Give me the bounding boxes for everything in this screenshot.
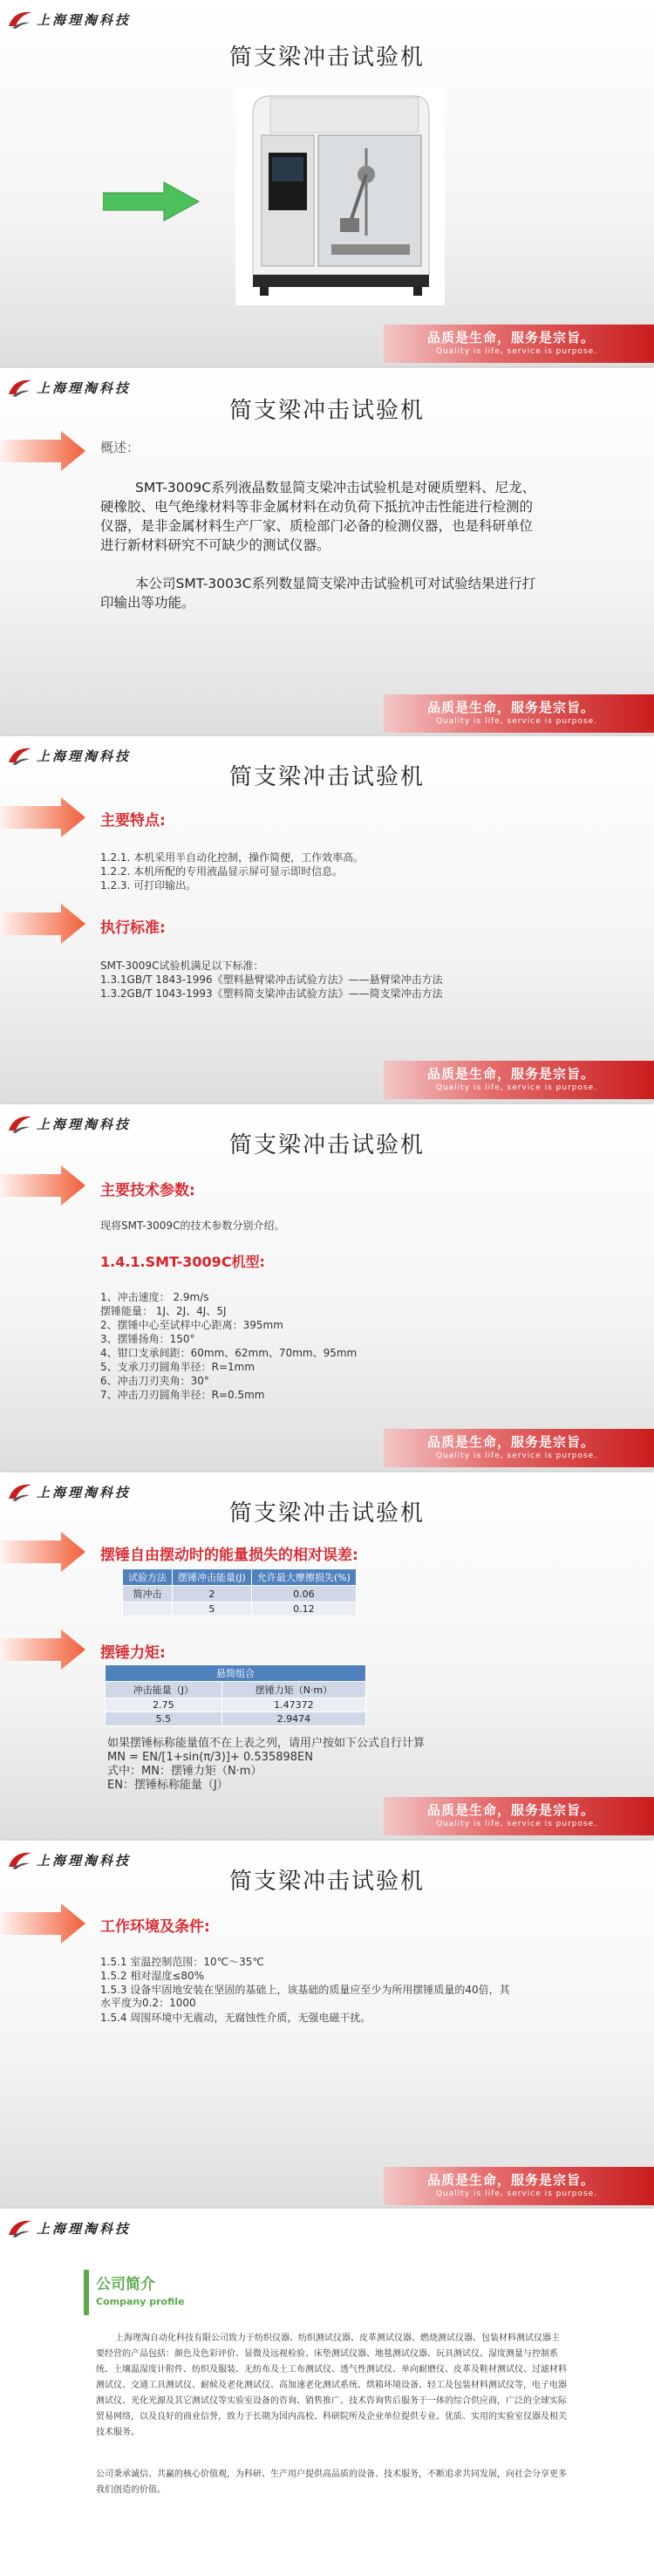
param-7: 6、冲击刀刃夹角：30° xyxy=(100,1375,209,1387)
feature-item-3: 1.2.3. 可打印输出。 xyxy=(100,879,197,892)
table-cell: 2.75 xyxy=(106,1698,222,1712)
tech-params-intro: 现将SMT-3009C的技术参数分别介绍。 xyxy=(100,1220,285,1232)
red-arrow-icon xyxy=(0,431,87,471)
model-heading: 1.4.1.SMT-3009C机型: xyxy=(100,1254,265,1270)
env-item-2: 1.5.2 相对湿度≤80% xyxy=(100,1970,205,1982)
logo-text: 上海理淘科技 xyxy=(37,748,132,764)
table-cell: 0.12 xyxy=(251,1602,356,1616)
company-profile-title: 公司简介 xyxy=(96,2276,155,2293)
footer-slogan-bar xyxy=(384,325,654,363)
formula-line-4: EN：摆锤标称能量（J） xyxy=(107,1779,228,1792)
slide-5 xyxy=(0,1472,654,1839)
standard-item-2: 1.3.2GB/T 1043-1993《塑料简支梁冲击试验方法》——简支梁冲击方法 xyxy=(100,987,443,1000)
footer-slogan-bar xyxy=(384,1797,654,1835)
overview-paragraph-1: SMT-3009C系列液晶数显简支梁冲击试验机是对硬质塑料、尼龙、硬橡胶、电气绝缘材料等非金属材料在动负荷下抵抗冲击性能进行检测的仪器，是非金属材料生产厂家、质检部门必备的检测仪器，也是科研单位进行新材料研究不可缺少的测试仪器。 xyxy=(100,480,536,553)
impact-tester-photo xyxy=(235,87,445,305)
slide-7 xyxy=(0,2209,654,2576)
formula-line-1: 如果摆锤标称能量值不在上表之列，请用户按如下公式自行计算 xyxy=(107,1737,426,1750)
logo-mark-icon xyxy=(7,2217,33,2238)
features-heading: 主要特点: xyxy=(100,812,166,830)
energy-loss-heading: 摆锤自由摆动时的能量损失的相对误差: xyxy=(100,1547,358,1564)
energy-loss-table xyxy=(122,1568,357,1616)
table-cell: 摆锤力矩（N·m） xyxy=(221,1682,365,1698)
red-arrow-icon xyxy=(0,1630,87,1670)
logo-text: 上海理淘科技 xyxy=(37,2220,132,2237)
formula-line-2: MN = EN/[1+sin(π/3)]+ 0.535898EN xyxy=(107,1751,313,1764)
table-cell: 2 xyxy=(173,1586,252,1602)
tech-params-heading: 主要技术参数: xyxy=(100,1182,195,1199)
table-cell xyxy=(123,1602,173,1616)
table-header: 允许最大摩擦损失(%) xyxy=(251,1569,356,1586)
standards-heading: 执行标准: xyxy=(100,919,166,937)
footer-slogan-en: Quality is life, service is purpose. xyxy=(436,2190,598,2198)
table-header: 摆锤冲击能量(J) xyxy=(173,1569,252,1586)
overview-label: 概述： xyxy=(100,440,140,455)
footer-slogan-cn: 品质是生命，服务是宗旨。 xyxy=(427,330,596,345)
footer-slogan-bar xyxy=(384,1061,654,1099)
footer-slogan-en: Quality is life, service is purpose. xyxy=(436,1083,598,1092)
overview-paragraph-2: 本公司SMT-3003C系列数显简支梁冲击试验机可对试验结果进行打印输出等功能。 xyxy=(100,576,536,611)
param-4: 3、摆锤扬角：150° xyxy=(100,1333,195,1345)
footer-slogan-en: Quality is life, service is purpose. xyxy=(436,717,598,726)
footer-slogan-bar xyxy=(384,2167,654,2205)
env-item-3: 1.5.3 设备牢固地安装在坚固的基础上，该基础的质量应至少为所用摆锤质量的40倍，其水平度为0.2：1000 xyxy=(100,1984,510,2009)
param-3: 2、摆锤中心至试样中心距离：395mm xyxy=(100,1319,283,1331)
footer-slogan-cn: 品质是生命，服务是宗旨。 xyxy=(427,2172,596,2188)
page-title: 简支梁冲击试验机 xyxy=(228,1132,425,1158)
footer-slogan-cn: 品质是生命，服务是宗旨。 xyxy=(427,1434,596,1450)
green-arrow-icon xyxy=(103,181,201,222)
logo-text: 上海理淘科技 xyxy=(37,379,132,396)
red-arrow-icon xyxy=(0,1165,87,1206)
param-5: 4、钳口支承间距：60mm、62mm、70mm、95mm xyxy=(100,1347,358,1359)
formula-line-3: 式中：MN：摆锤力矩（N·m） xyxy=(107,1765,262,1778)
page-title: 简支梁冲击试验机 xyxy=(228,398,425,424)
environment-heading: 工作环境及条件: xyxy=(100,1918,210,1936)
footer-slogan-bar xyxy=(384,1429,654,1467)
table-cell: 2.9474 xyxy=(221,1712,365,1726)
slide-3 xyxy=(0,736,654,1103)
footer-slogan-bar xyxy=(384,694,654,733)
feature-item-2: 1.2.2. 本机所配的专用液晶显示屏可显示即时信息。 xyxy=(100,865,344,878)
feature-item-1: 1.2.1. 本机采用半自动化控制，操作简便，工作效率高。 xyxy=(100,851,364,864)
slide-1 xyxy=(0,0,654,366)
footer-slogan-cn: 品质是生命，服务是宗旨。 xyxy=(427,700,596,715)
table-cell: 5 xyxy=(173,1602,252,1616)
env-item-1: 1.5.1 室温控制范围：10℃～35℃ xyxy=(100,1956,264,1968)
red-arrow-icon xyxy=(0,904,87,944)
red-arrow-icon xyxy=(0,1903,87,1944)
footer-slogan-cn: 品质是生命，服务是宗旨。 xyxy=(427,1802,596,1818)
param-8: 7、冲击刀刃圆角半径：R=0.5mm xyxy=(100,1389,265,1401)
footer-slogan-en: Quality is life, service is purpose. xyxy=(436,1820,598,1828)
page-title: 简支梁冲击试验机 xyxy=(228,764,425,790)
logo-text: 上海理淘科技 xyxy=(37,1852,132,1869)
footer-slogan-cn: 品质是生命，服务是宗旨。 xyxy=(427,1066,596,1082)
company-profile-accent-bar xyxy=(84,2270,89,2315)
company-logo xyxy=(7,2216,131,2240)
logo-text: 上海理淘科技 xyxy=(37,11,132,28)
standard-item-1: 1.3.1GB/T 1843-1996《塑料悬臂梁冲击试验方法》——悬臂梁冲击方法 xyxy=(100,974,443,986)
env-item-4: 1.5.4 周围环境中无震动，无腐蚀性介质，无强电磁干扰。 xyxy=(100,2012,371,2024)
company-logo xyxy=(7,7,131,31)
table-cell: 简冲击 xyxy=(123,1586,173,1602)
torque-table xyxy=(105,1664,366,1726)
table-cell: 0.06 xyxy=(251,1586,356,1602)
slide-2 xyxy=(0,368,654,735)
standards-intro: SMT-3009C试验机满足以下标准： xyxy=(100,960,264,972)
logo-text: 上海理淘科技 xyxy=(37,1116,132,1132)
footer-slogan-en: Quality is life, service is purpose. xyxy=(436,347,598,356)
company-profile-subtitle: Company profile xyxy=(96,2296,185,2307)
table-cell: 冲击能量（J） xyxy=(106,1682,222,1698)
page-title: 简支梁冲击试验机 xyxy=(228,44,425,71)
page-title: 简支梁冲击试验机 xyxy=(228,1500,425,1527)
table-cell: 5.5 xyxy=(106,1712,222,1726)
table-header: 悬简组合 xyxy=(106,1665,366,1682)
red-arrow-icon xyxy=(0,797,87,837)
table-cell: 1.47372 xyxy=(221,1698,365,1712)
red-arrow-icon xyxy=(0,1532,87,1572)
logo-text: 上海理淘科技 xyxy=(37,1484,132,1500)
torque-heading: 摆锤力矩: xyxy=(100,1644,166,1662)
param-1: 1、冲击速度： 2.9m/s xyxy=(100,1291,209,1303)
company-profile-para-1: 上海理淘自动化科技有限公司致力于纺织仪器、纺织测试仪器、皮革测试仪器、燃烧测试仪器、包装材料测试仪器主要经营的产品包括：颜色及色彩评价、显微及远视检验、床垫测试仪器、地毯测试仪器、玩具测试仪、湿度测量与控制系统、土壤温湿度计附件、纺织及服装、无纺布及土工布测试仪、透气性测试仪、单向耐磨仪、皮革及鞋材测试仪、过滤材料测试仪、交通工具测试仪、耐候及老化测试仪、高加速老化测试系统、烘箱环境设备、轻工及包装材料测试仪等，电子电器测试仪、光化光源及其它测试仪等实验室设备的咨询、销售推广、技术咨询售后服务于一体的综合供应商，广泛的全球实际贸易网络，以及良好的商业信誉，致力于长期为国内高校、科研院所及企业单位提供专业、优质、实用的实验室仪器及相关技术服务。 xyxy=(96,2333,567,2437)
slide-4 xyxy=(0,1104,654,1471)
slide-6 xyxy=(0,1841,654,2207)
company-profile-para-2: 公司秉承诚信、共赢的核心价值观，为科研、生产用户提供高品质的设备、技术服务，不断追求共同发展，向社会分享更多我们创造的价值。 xyxy=(96,2470,567,2495)
logo-mark-icon xyxy=(7,9,33,30)
param-6: 5、支承刀刃圆角半径：R=1mm xyxy=(100,1361,255,1373)
page-title: 简支梁冲击试验机 xyxy=(228,1869,425,1895)
param-2: 摆锤能量： 1J、2J、4J、5J xyxy=(100,1305,227,1317)
footer-slogan-en: Quality is life, service is purpose. xyxy=(436,1452,598,1460)
table-header: 试验方法 xyxy=(123,1569,173,1586)
